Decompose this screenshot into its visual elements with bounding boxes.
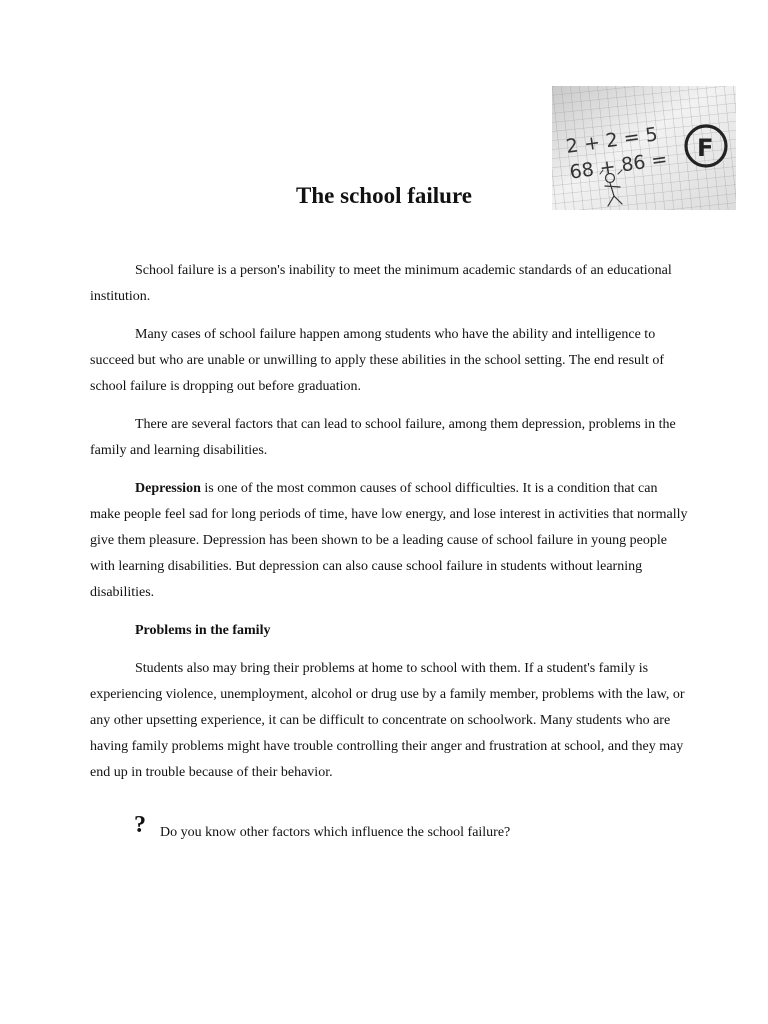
body-text <box>90 258 690 798</box>
section-heading-family: Problems in the family <box>135 623 271 638</box>
page-title: The school failure <box>296 183 472 208</box>
paragraph-text: School failure is a person's inability to meet the minimum academic standards of an educational institution. <box>90 263 672 304</box>
question-text: Do you know other factors which influence the school failure? <box>160 825 511 840</box>
paragraph-text: Many cases of school failure happen among students who have the ability and intelligence to succeed but who are unable or unwilling to apply these abilities in the school setting. The end result of school failure is dropping out before graduation. <box>90 327 664 394</box>
paragraph-text: Students also may bring their problems at home to school with them. If a student's family is experiencing violence, unemployment, alcohol or drug use by a family member, problems with the law, or any other upsetting experience, it can be difficult to concentrate on schoolwork. Many students who are having family problems might have trouble controlling their anger and frustration at school, and they may end up in trouble because of their behavior. <box>90 661 685 780</box>
paragraph-cases <box>90 322 690 400</box>
paragraph-family <box>90 656 690 786</box>
question-mark-icon: ? <box>134 812 146 838</box>
paragraph-intro <box>90 258 690 310</box>
paragraph-text: There are several factors that can lead to school failure, among them depression, problems in the family and learning disabilities. <box>90 417 676 458</box>
math-line-1: 2 + 2 = 5 <box>564 123 660 158</box>
grade-f: F <box>697 134 714 162</box>
discussion-question <box>134 813 694 845</box>
math-line-2: 68 + 86 = <box>568 148 669 184</box>
paragraph-text: is one of the most common causes of school difficulties. It is a condition that can make people feel sad for long periods of time, have low energy, and lose interest in activities that normally give them pleasure. Depression has been shown to be a leading cause of school failure in young people with learning disabilities. But depression can also cause school failure in students without learning disabilities. <box>90 481 688 600</box>
paragraph-factors <box>90 412 690 464</box>
paragraph-depression <box>90 476 690 606</box>
depression-term: Depression <box>135 481 201 496</box>
